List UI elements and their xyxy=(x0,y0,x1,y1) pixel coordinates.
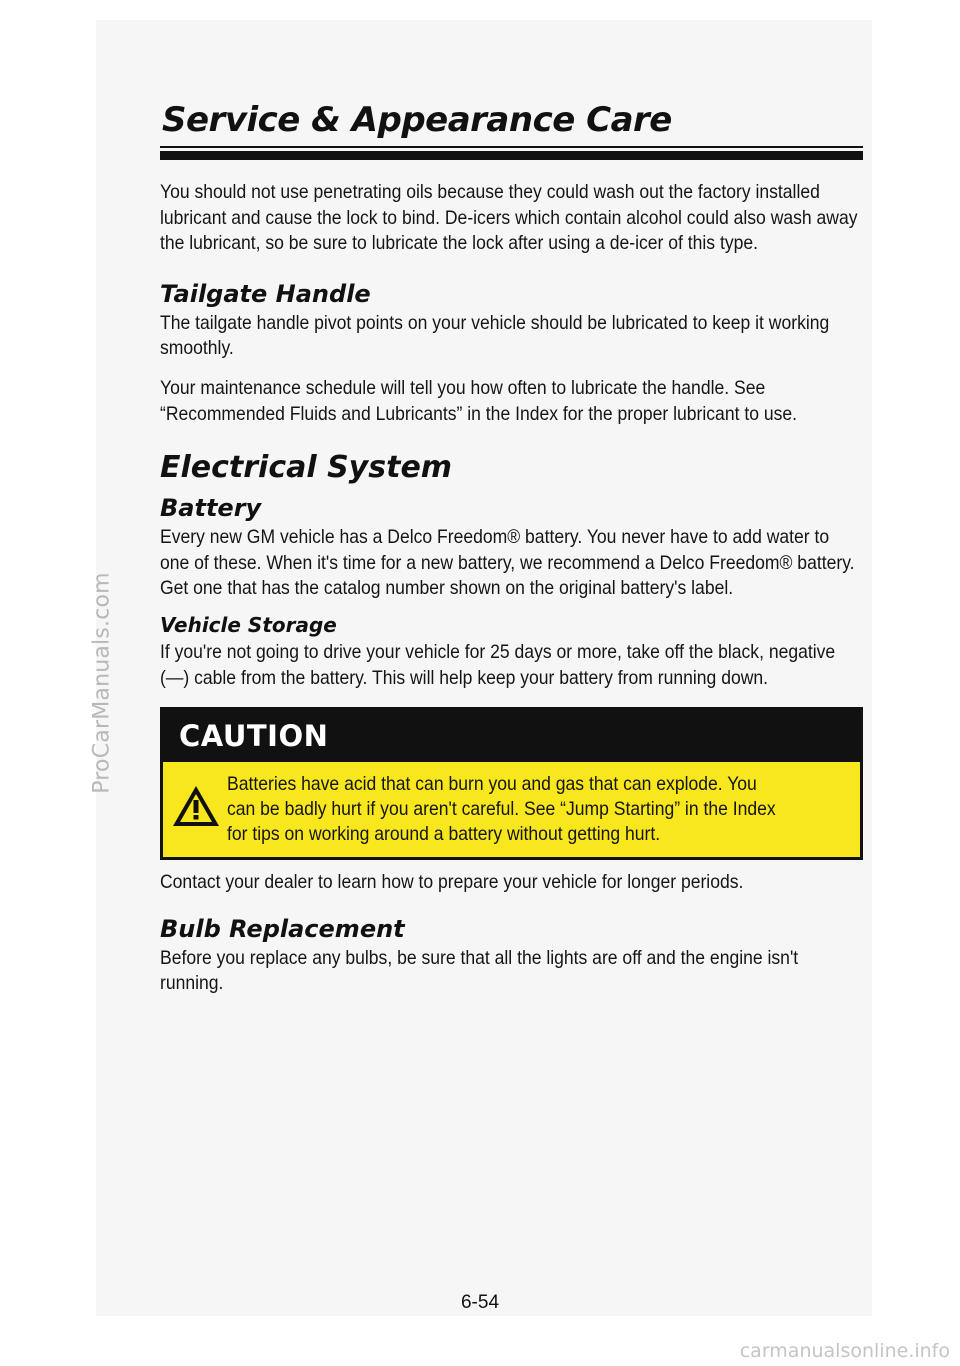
vehicle-storage-heading: Vehicle Storage xyxy=(160,612,337,637)
title-rule-thin xyxy=(160,146,863,148)
intro-paragraph: You should not use penetrating oils because they could wash out the factory installed lubricant and cause the lock to bind. De-icers which contain alcohol could also wash away the lubricant, so be sure to lubricate the lock after using a de-icer of this type. xyxy=(160,181,858,255)
battery-paragraph: Every new GM vehicle has a Delco Freedom® battery. You never have to add water to one of these. When it's time for a new battery, we recommend a Delco Freedom® battery. Get one that has the catalog number shown on the original battery's label. xyxy=(160,526,855,600)
caution-body xyxy=(163,762,860,857)
chapter-title: Service & Appearance Care xyxy=(162,100,672,140)
tailgate-paragraph-1: The tailgate handle pivot points on your vehicle should be lubricated to keep it working smoothly. xyxy=(160,311,830,360)
page-number: 6-54 xyxy=(460,1292,500,1313)
tailgate-heading: Tailgate Handle xyxy=(160,279,371,308)
content xyxy=(160,180,860,997)
bulb-replacement-paragraph: Before you replace any bulbs, be sure that all the lights are off and the engine isn't running. xyxy=(160,946,799,995)
caution-box xyxy=(160,707,863,860)
caution-title: CAUTION xyxy=(179,719,329,754)
electrical-system-heading: Electrical System xyxy=(160,450,453,486)
battery-heading: Battery xyxy=(160,494,262,523)
tailgate-paragraph-2: Your maintenance schedule will tell you how often to lubricate the handle. See “Recommended Fluids and Lubricants” in the Index for the proper lubricant to use. xyxy=(160,376,798,425)
side-watermark: ProCarManuals.com xyxy=(89,572,115,794)
bulb-replacement-heading: Bulb Replacement xyxy=(160,914,405,943)
caution-header xyxy=(163,710,860,762)
vehicle-storage-paragraph: If you're not going to drive your vehicle for 25 days or more, take off the black, negative (—) cable from the battery. This will help keep your battery from running down. xyxy=(160,640,836,689)
title-rule-thick xyxy=(160,151,863,160)
contact-dealer-paragraph: Contact your dealer to learn how to prepare your vehicle for longer periods. xyxy=(160,871,744,894)
footer-watermark: carmanualsonline.info xyxy=(739,1340,950,1362)
caution-text: Batteries have acid that can burn you and gas that can explode. You can be badly hurt if you aren't careful. See “Jump Starting” in the Index for tips on working around a battery without getting hurt. xyxy=(227,773,776,846)
warning-triangle-icon xyxy=(171,784,221,828)
